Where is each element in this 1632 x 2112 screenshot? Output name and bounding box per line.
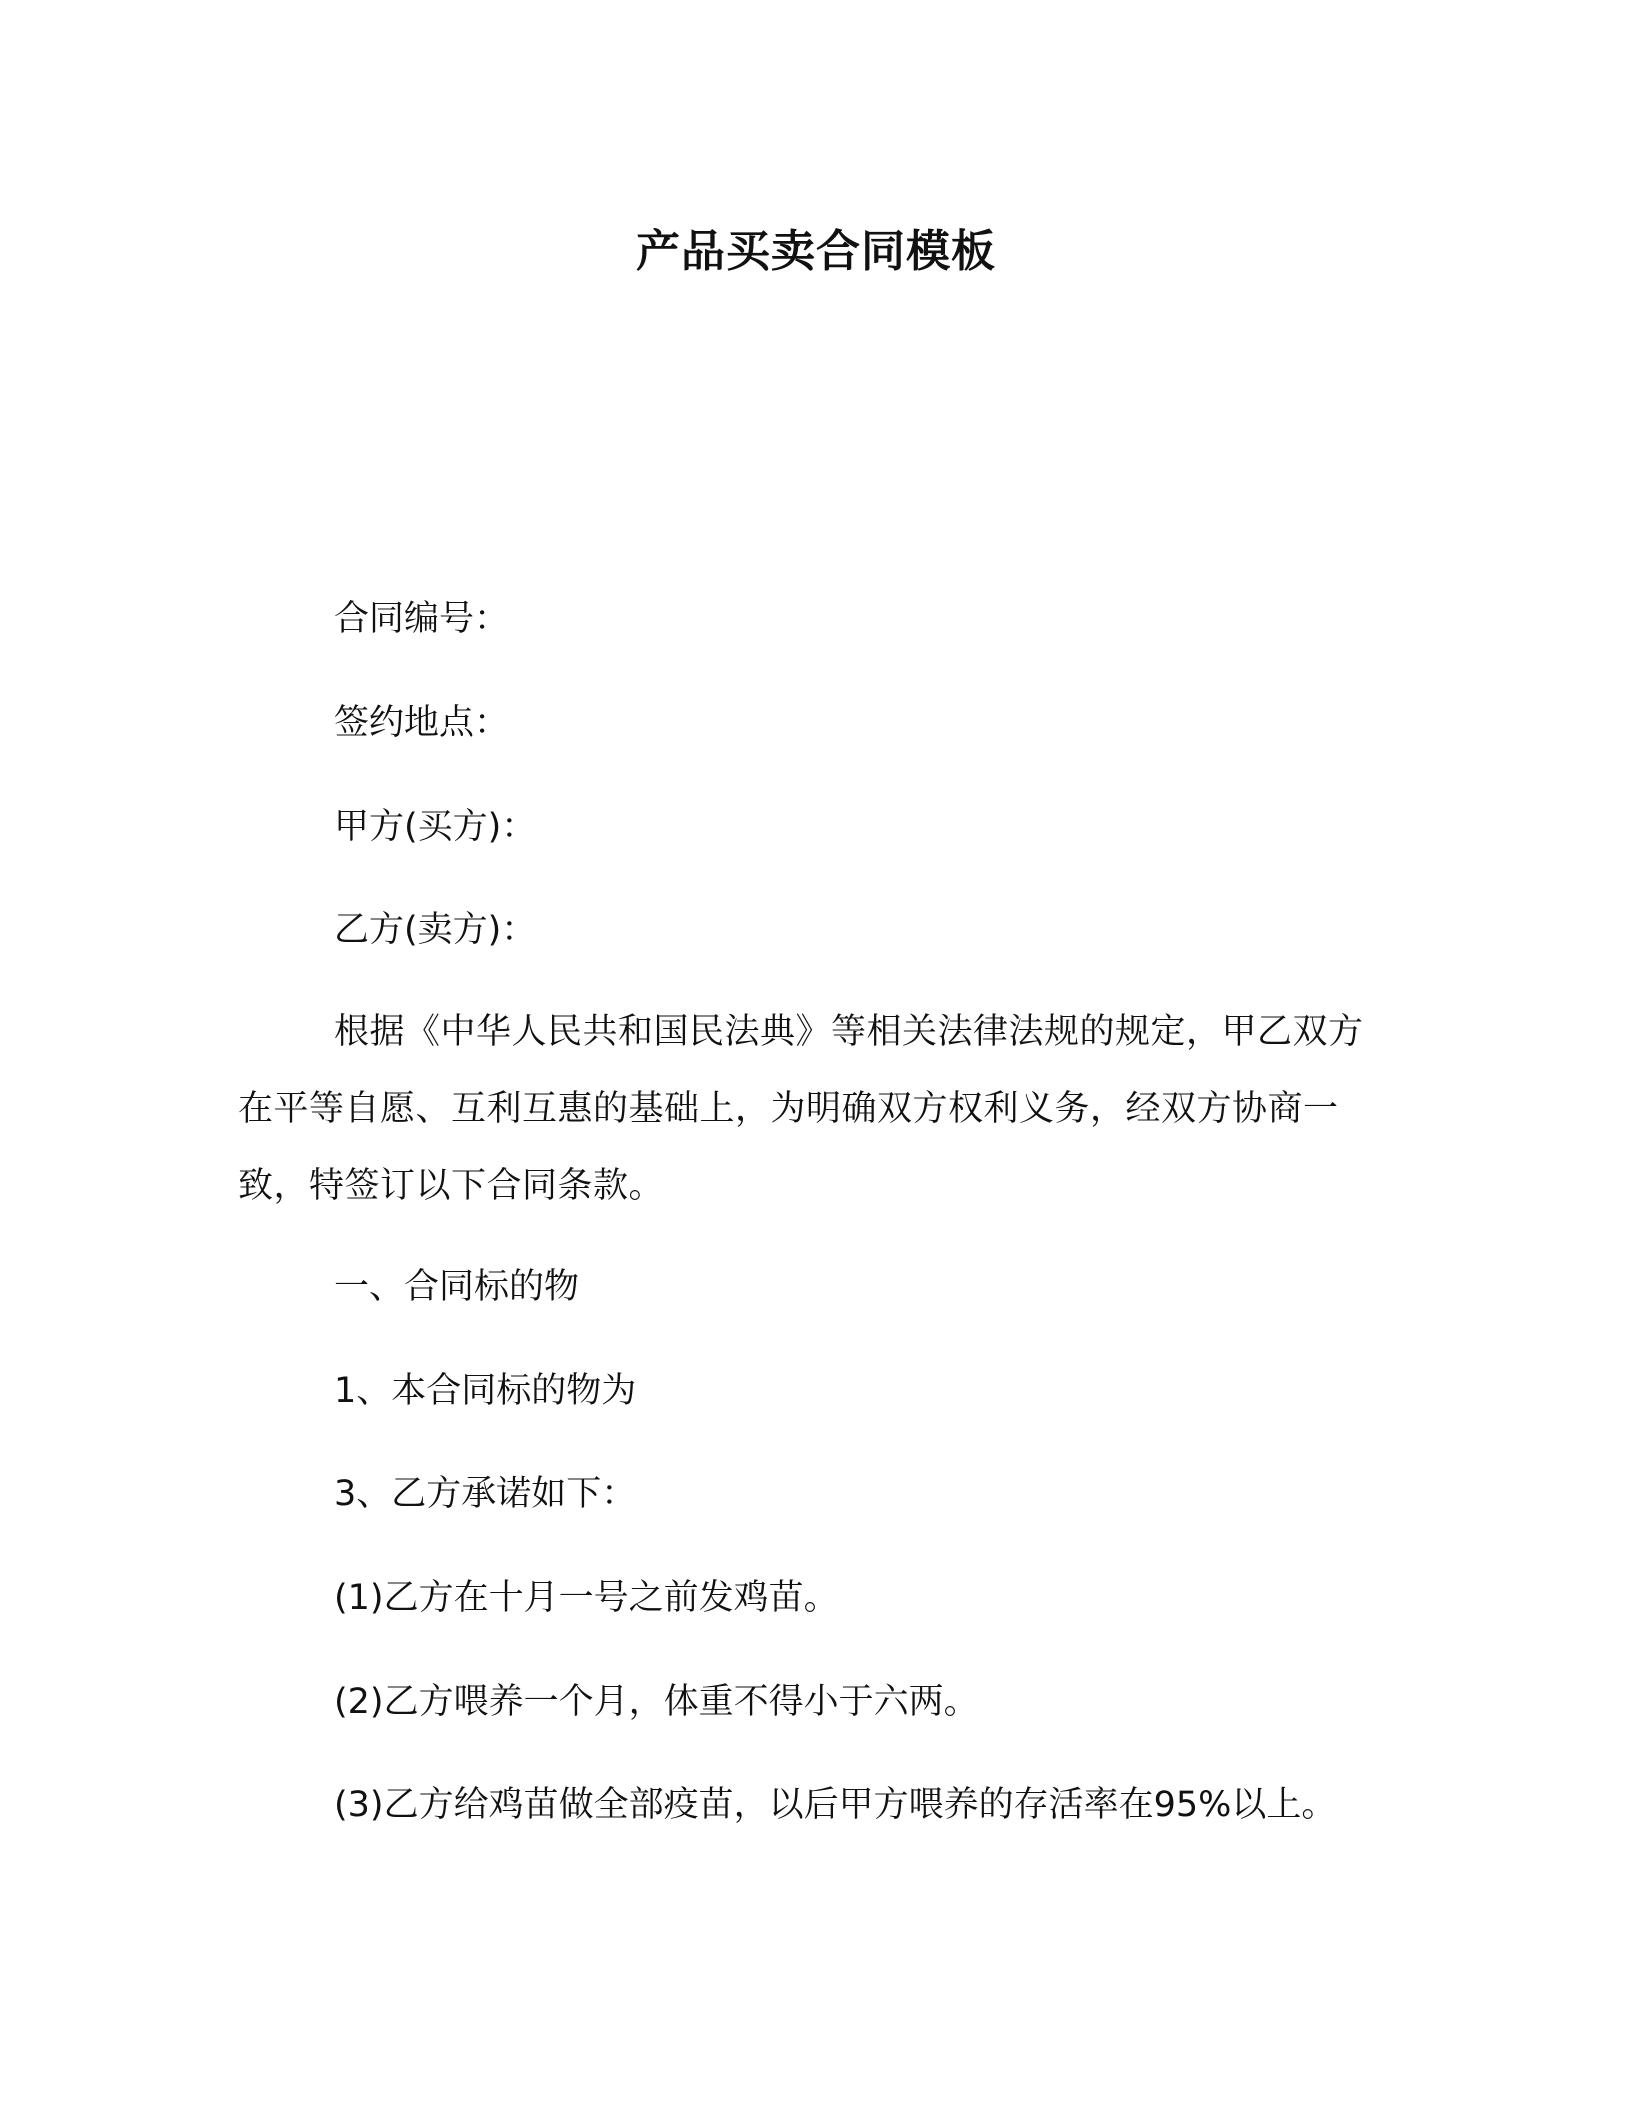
promise-item: (2)乙方喂养一个月，体重不得小于六两。 [334,1682,979,1722]
promise-item: (3)乙方给鸡苗做全部疫苗，以后甲方喂养的存活率在95%以上。 [334,1785,1337,1825]
clause-item: 3、乙方承诺如下： [334,1474,637,1514]
clause-item: 1、本合同标的物为 [334,1371,637,1411]
signing-place-label: 签约地点： [334,703,510,743]
preamble-paragraph: 根据《中华人民共和国民法典》等相关法律法规的规定，甲乙双方在平等自愿、互利互惠的基础上，为明确双方权利义务，经双方协商一致，特签订以下合同条款。 [238,1012,1364,1206]
document-title: 产品买卖合同模板 [636,226,996,277]
contract-number-label: 合同编号： [334,599,510,639]
party-a-label: 甲方(买方)： [334,807,537,847]
section-heading: 一、合同标的物 [334,1267,580,1307]
party-b-label: 乙方(卖方)： [334,910,537,950]
promise-item: (1)乙方在十月一号之前发鸡苗。 [334,1578,839,1618]
